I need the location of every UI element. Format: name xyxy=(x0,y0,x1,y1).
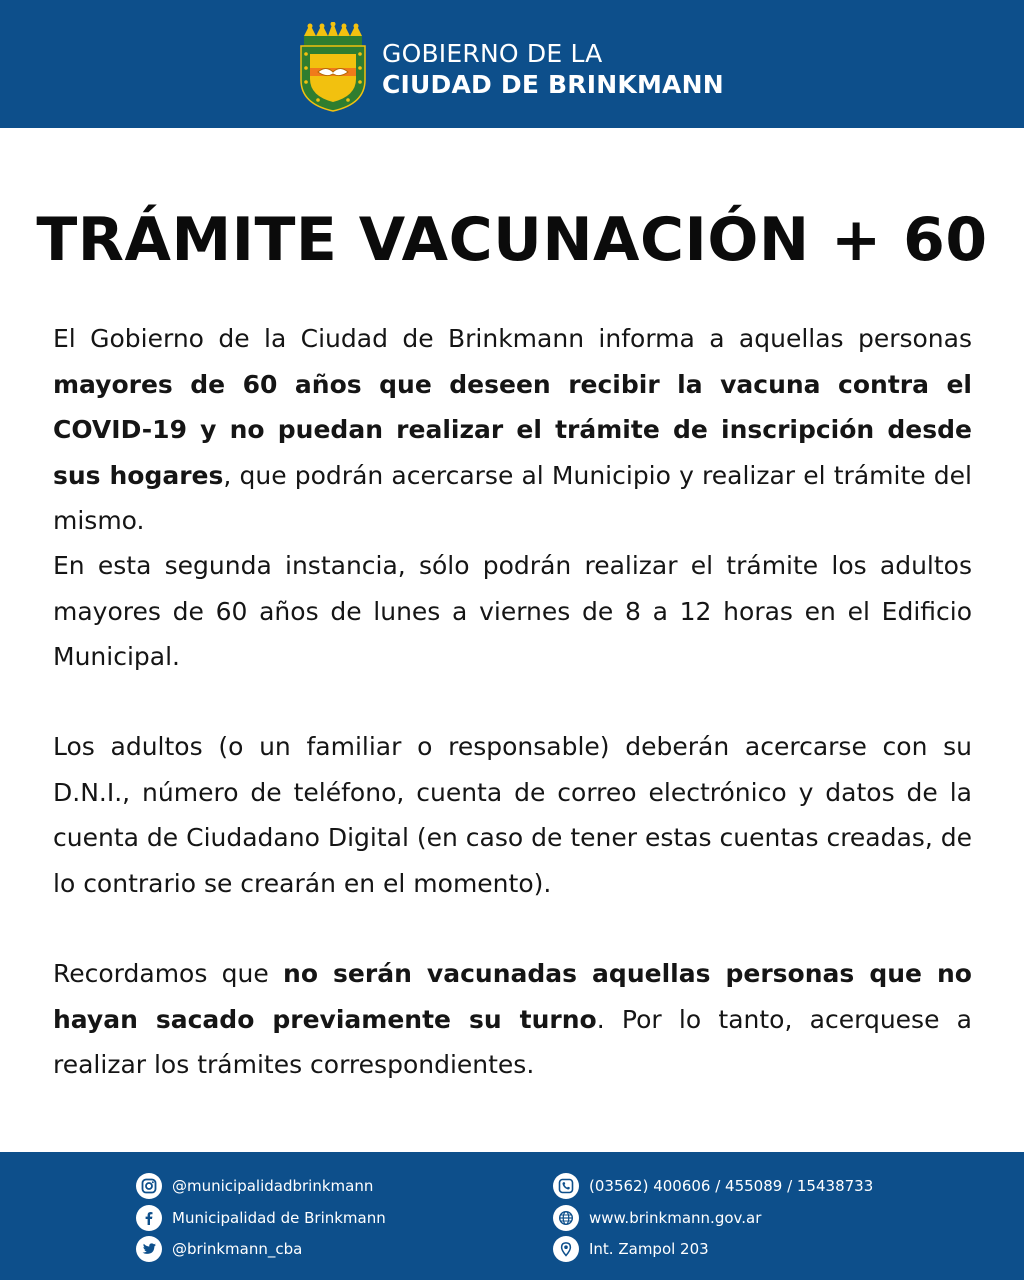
footer-phone[interactable] xyxy=(553,1173,873,1199)
paragraph-1-outro: , que podrán acercarse al Municipio y realizar el trámite del mismo. xyxy=(53,460,972,535)
footer-website[interactable] xyxy=(553,1205,761,1231)
paragraph-1-intro: El Gobierno de la Ciudad de Brinkmann informa a aquellas personas xyxy=(53,324,972,353)
page-title: TRÁMITE VACUNACIÓN + 60 xyxy=(36,205,988,275)
city-coat-of-arms-icon xyxy=(298,22,368,112)
address: Int. Zampol 203 xyxy=(589,1240,709,1258)
instagram-icon xyxy=(136,1173,162,1199)
paragraph-4-highlight: no serán vacunadas aquellas personas que no hayan sacado previamente su turno xyxy=(53,959,972,1034)
brand-line-2: CIUDAD DE BRINKMANN xyxy=(382,70,724,99)
paragraph-1-highlight: mayores de 60 años que deseen recibir la vacuna contra el COVID-19 y no puedan realizar el trámite de inscripción desde sus hogares xyxy=(53,369,972,490)
facebook-page: Municipalidad de Brinkmann xyxy=(172,1209,386,1227)
paragraph-3: Los adultos (o un familiar o responsable) deberán acercarse con su D.N.I., número de teléfono, cuenta de correo electrónico y datos de la cuenta de Ciudadano Digital (en caso de tener estas cuentas creadas, de lo contrario se crearán en el momento). xyxy=(53,732,972,898)
location-pin-icon xyxy=(553,1236,579,1262)
globe-icon xyxy=(553,1205,579,1231)
header-banner xyxy=(0,0,1024,128)
phone-icon xyxy=(553,1173,579,1199)
facebook-icon xyxy=(136,1205,162,1231)
twitter-handle: @brinkmann_cba xyxy=(172,1240,303,1258)
brand-line-1: GOBIERNO DE LA xyxy=(382,39,603,68)
paragraph-4-intro: Recordamos que xyxy=(53,959,284,988)
paragraph-1 xyxy=(53,316,972,544)
paragraph-4-outro: . Por lo tanto, acerquese a realizar los trámites correspondientes. xyxy=(53,1004,973,1079)
website-url: www.brinkmann.gov.ar xyxy=(589,1209,762,1227)
instagram-handle: @municipalidadbrinkmann xyxy=(172,1177,374,1195)
phone-numbers: (03562) 400606 / 455089 / 15438733 xyxy=(589,1177,874,1195)
paragraph-4 xyxy=(53,951,972,1088)
footer-facebook[interactable] xyxy=(136,1205,386,1231)
paragraph-2: En esta segunda instancia, sólo podrán realizar el trámite los adultos mayores de 60 años de lunes a viernes de 8 a 12 horas en el Edificio Municipal. xyxy=(53,551,972,671)
footer-location[interactable] xyxy=(553,1236,709,1262)
twitter-icon xyxy=(136,1236,162,1262)
header-brand xyxy=(382,38,724,100)
footer-twitter[interactable] xyxy=(136,1236,302,1262)
footer-instagram[interactable] xyxy=(136,1173,373,1199)
